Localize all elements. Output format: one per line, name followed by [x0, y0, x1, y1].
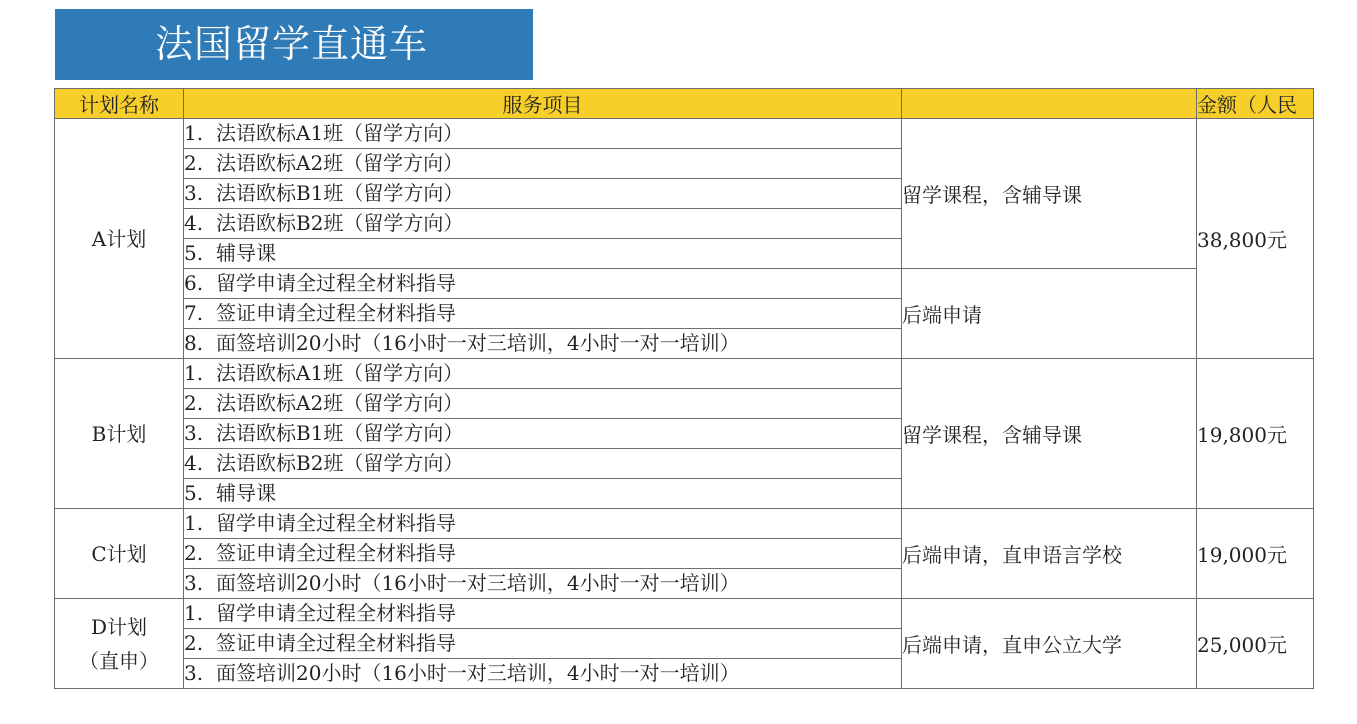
service-description: 后端申请 — [902, 269, 1197, 359]
service-item-number: 3. — [184, 661, 204, 685]
service-item-text: 法语欧标B1班（留学方向） — [216, 421, 464, 445]
service-item-text: 辅导课 — [216, 481, 276, 505]
plan-name: D计划 — [90, 614, 148, 639]
service-item — [184, 539, 902, 569]
plans-table — [54, 88, 1314, 689]
service-item-number: 3. — [184, 571, 204, 595]
service-item — [184, 359, 902, 389]
plan-amount: 25,000元 — [1197, 599, 1314, 689]
service-item-text: 面签培训20小时（16小时一对三培训，4小时一对一培训） — [216, 661, 740, 685]
page-title: 法国留学直通车 — [155, 22, 429, 66]
plan-name-cell — [55, 599, 184, 689]
service-item-number: 3. — [184, 181, 204, 205]
header-plan-name: 计划名称 — [55, 89, 184, 119]
table-row — [55, 509, 1314, 539]
service-item — [184, 629, 902, 659]
service-item-text: 法语欧标B2班（留学方向） — [216, 211, 464, 235]
service-item — [184, 179, 902, 209]
service-item-text: 留学申请全过程全材料指导 — [216, 511, 456, 535]
table-row — [55, 269, 1314, 299]
table-row — [55, 359, 1314, 389]
service-item-number: 3. — [184, 421, 204, 445]
service-item — [184, 479, 902, 509]
service-item — [184, 449, 902, 479]
service-item-number: 2. — [184, 391, 204, 415]
service-description: 后端申请，直申语言学校 — [902, 509, 1197, 599]
service-item-text: 法语欧标A1班（留学方向） — [216, 121, 464, 145]
service-item — [184, 509, 902, 539]
service-item-text: 法语欧标B2班（留学方向） — [216, 451, 464, 475]
service-item-number: 4. — [184, 451, 204, 475]
plan-amount: 19,800元 — [1197, 359, 1314, 509]
service-item-text: 留学申请全过程全材料指导 — [216, 271, 456, 295]
plan-name-cell — [55, 509, 184, 599]
service-item-number: 6. — [184, 271, 204, 295]
service-item-text: 签证申请全过程全材料指导 — [216, 541, 456, 565]
table-row — [55, 599, 1314, 629]
service-item — [184, 389, 902, 419]
header-amount: 金额（人民 — [1197, 89, 1314, 119]
plans-body — [55, 119, 1314, 689]
service-item-text: 法语欧标A1班（留学方向） — [216, 361, 464, 385]
service-item-text: 签证申请全过程全材料指导 — [216, 301, 456, 325]
service-item-number: 4. — [184, 211, 204, 235]
service-item-text: 法语欧标A2班（留学方向） — [216, 151, 464, 175]
service-description: 留学课程，含辅导课 — [902, 119, 1197, 269]
service-description: 留学课程，含辅导课 — [902, 359, 1197, 509]
service-description: 后端申请，直申公立大学 — [902, 599, 1197, 689]
service-item — [184, 599, 902, 629]
service-item — [184, 119, 902, 149]
service-item-number: 2. — [184, 151, 204, 175]
service-item-number: 5. — [184, 241, 204, 265]
service-item — [184, 419, 902, 449]
service-item — [184, 269, 902, 299]
plan-name-cell — [55, 119, 184, 359]
service-item-text: 辅导课 — [216, 241, 276, 265]
table-row — [55, 119, 1314, 149]
plan-name: B计划 — [91, 421, 147, 446]
plan-amount: 38,800元 — [1197, 119, 1314, 359]
service-item-text: 法语欧标A2班（留学方向） — [216, 391, 464, 415]
service-item-number: 5. — [184, 481, 204, 505]
service-item-number: 1. — [184, 511, 204, 535]
plan-name-cell — [55, 359, 184, 509]
service-item-text: 法语欧标B1班（留学方向） — [216, 181, 464, 205]
service-item — [184, 569, 902, 599]
table-header-row — [55, 89, 1314, 119]
service-item — [184, 149, 902, 179]
service-item-text: 面签培训20小时（16小时一对三培训，4小时一对一培训） — [216, 331, 740, 355]
service-item-number: 8. — [184, 331, 204, 355]
service-item-text: 面签培训20小时（16小时一对三培训，4小时一对一培训） — [216, 571, 740, 595]
service-item — [184, 299, 902, 329]
header-description — [902, 89, 1197, 119]
plan-amount: 19,000元 — [1197, 509, 1314, 599]
service-item — [184, 209, 902, 239]
service-item-number: 1. — [184, 601, 204, 625]
service-item-text: 留学申请全过程全材料指导 — [216, 601, 456, 625]
service-item — [184, 659, 902, 689]
service-item-number: 1. — [184, 121, 204, 145]
plan-name-note: （直申） — [79, 648, 159, 673]
plan-name: A计划 — [91, 226, 147, 251]
header-service: 服务项目 — [184, 89, 902, 119]
service-item-number: 2. — [184, 631, 204, 655]
service-item-number: 7. — [184, 301, 204, 325]
service-item — [184, 239, 902, 269]
service-item-text: 签证申请全过程全材料指导 — [216, 631, 456, 655]
page-title-banner — [55, 9, 533, 80]
service-item-number: 1. — [184, 361, 204, 385]
service-item — [184, 329, 902, 359]
plan-name: C计划 — [91, 541, 147, 566]
service-item-number: 2. — [184, 541, 204, 565]
